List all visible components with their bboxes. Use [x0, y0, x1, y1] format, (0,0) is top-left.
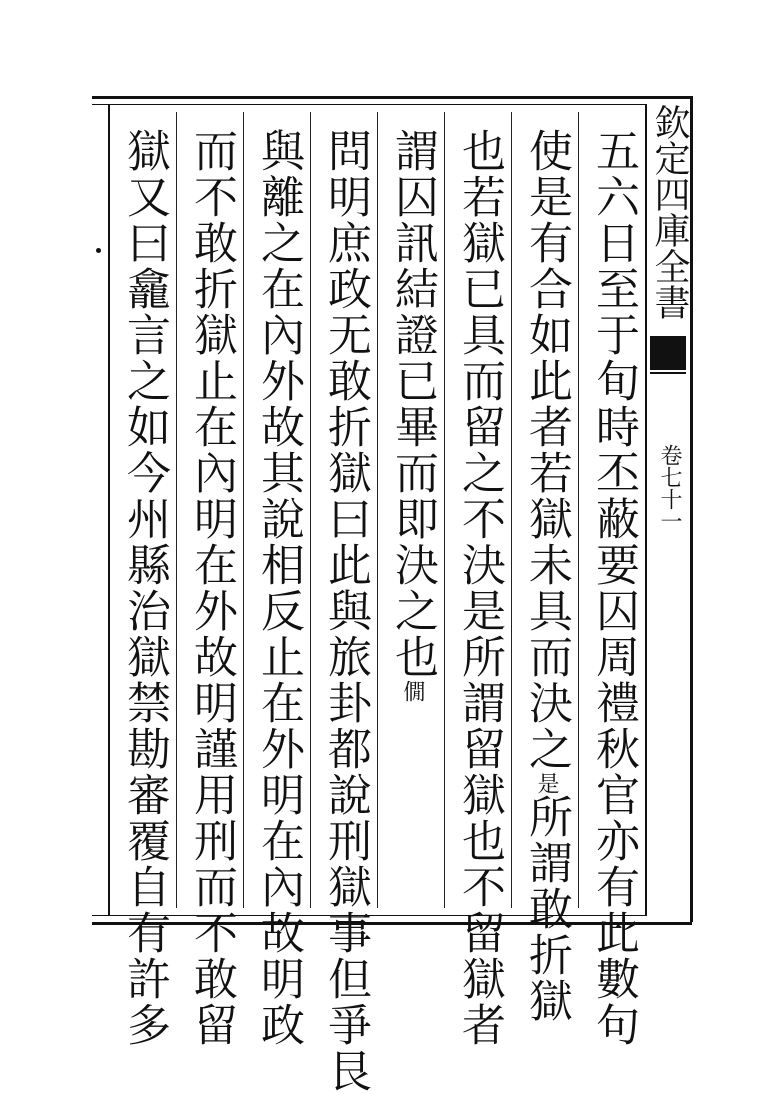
fish-tail-mark: [650, 336, 686, 370]
column-divider: [310, 112, 311, 908]
margin-juan-number: 卷七十一: [657, 444, 682, 532]
frame-left-rule: [108, 104, 110, 916]
column-divider: [511, 112, 512, 908]
column-text: 也若獄已具而留之不決是所謂留獄也不留獄者: [454, 128, 505, 1048]
text-column-8: [114, 128, 174, 1048]
column-text: 使是有合如此者若獄未具而決之: [521, 128, 572, 772]
text-column-3: [449, 128, 509, 1048]
text-column-5: [315, 128, 375, 1094]
column-text: 五六日至于旬時丕蔽要囚周禮秋官亦有此數句: [588, 128, 639, 1048]
column-text: 謂囚訊結證已畢而即決之也: [387, 128, 438, 680]
column-note: 是: [534, 772, 559, 794]
text-column-2: [516, 128, 576, 1024]
frame-right-rule: [645, 104, 647, 916]
column-divider: [377, 112, 378, 908]
frame-right-outer-rule: [690, 96, 693, 922]
frame-top-rule: [92, 96, 692, 99]
column-text: 問明庶政无敢折獄曰此與旅卦都說刑獄事但爭艮: [320, 128, 371, 1094]
margin-dot: [96, 248, 101, 253]
margin-book-title: 欽定四庫全書: [649, 104, 690, 320]
column-divider: [176, 112, 177, 908]
text-column-7: [181, 128, 241, 1048]
column-divider: [444, 112, 445, 908]
column-text: 與離之在內外故其說相反止在外明在內故明政: [253, 128, 304, 1048]
text-column-6: [248, 128, 308, 1048]
frame-top-inner-rule: [92, 104, 647, 105]
column-divider: [243, 112, 244, 908]
fish-tail-line: [650, 372, 686, 374]
column-text: 而不敢折獄止在內明在外故明謹用刑而不敢留: [186, 128, 237, 1048]
text-column-4: [382, 128, 442, 908]
column-text-continued: 所謂敢折獄: [521, 794, 572, 1024]
column-divider: [578, 112, 579, 908]
text-column-1: [583, 128, 643, 1048]
column-text: 獄又曰龕言之如今州縣治獄禁勘審覆自有許多: [119, 128, 170, 1048]
column-note: 僩: [400, 680, 425, 702]
